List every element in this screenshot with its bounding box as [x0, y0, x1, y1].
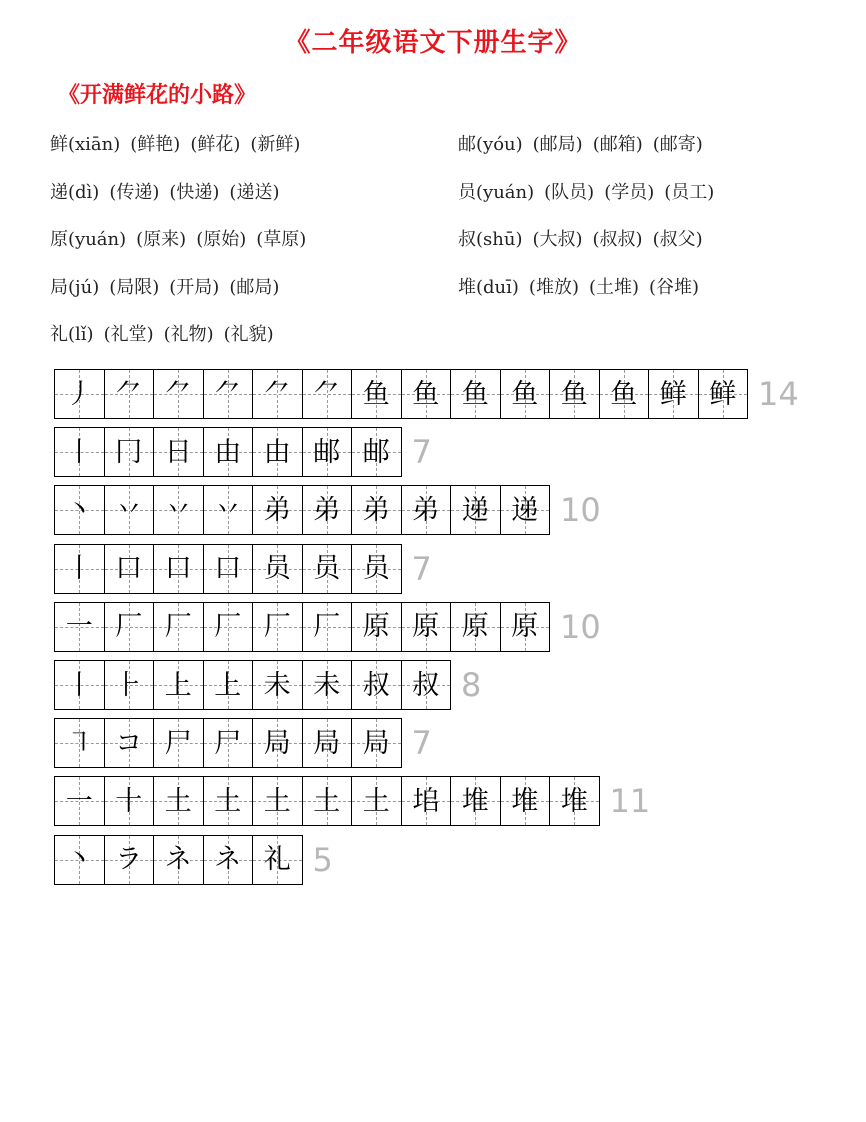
- stroke-glyph: 弟: [362, 494, 390, 526]
- vocab-word: (叔叔): [592, 229, 643, 250]
- vocab-word: (新鲜): [250, 134, 301, 155]
- stroke-glyph: 上: [214, 669, 242, 701]
- stroke-cells: [54, 427, 402, 477]
- stroke-glyph: 垖: [412, 785, 440, 817]
- vocab-char: 堆: [458, 276, 476, 298]
- stroke-glyph: 厂: [115, 611, 143, 643]
- stroke-cell: [204, 545, 254, 593]
- stroke-glyph: 口: [214, 553, 242, 585]
- stroke-cell: [352, 777, 402, 825]
- vocab-pinyin: (jú): [68, 276, 100, 298]
- vocab-word: (学员): [604, 181, 655, 203]
- stroke-cell: [501, 777, 551, 825]
- stroke-cell: [154, 603, 204, 651]
- stroke-cell: [105, 428, 155, 476]
- stroke-count: 8: [461, 666, 482, 704]
- stroke-glyph: 土: [263, 785, 291, 817]
- stroke-glyph: 原: [461, 611, 489, 643]
- stroke-glyph: 礼: [263, 844, 291, 876]
- stroke-glyph: 厂: [214, 611, 242, 643]
- stroke-cell: [204, 603, 254, 651]
- vocab-line: [50, 273, 289, 299]
- stroke-cell: [600, 370, 650, 418]
- stroke-cell: [699, 370, 749, 418]
- stroke-cells: [54, 718, 402, 768]
- stroke-count: 7: [411, 433, 432, 472]
- stroke-glyph: ⺈: [263, 378, 291, 410]
- stroke-cell: [204, 661, 254, 709]
- stroke-cell: [303, 486, 353, 534]
- stroke-glyph: 未: [263, 669, 291, 701]
- stroke-cell: [105, 836, 155, 884]
- stroke-cell: [253, 428, 303, 476]
- stroke-cell: [253, 836, 303, 884]
- stroke-cells: [54, 776, 600, 826]
- vocab-line: [50, 320, 284, 346]
- stroke-glyph: 鱼: [461, 378, 489, 410]
- vocab-word: (礼物): [163, 324, 214, 345]
- stroke-glyph: 土: [164, 785, 192, 817]
- vocab-char: 鲜: [50, 134, 68, 155]
- vocab-char: 礼: [50, 324, 68, 345]
- stroke-row: [54, 602, 601, 652]
- stroke-cell: [253, 777, 303, 825]
- vocab-word: (局限): [109, 276, 160, 298]
- stroke-row: [54, 485, 601, 535]
- stroke-cell: [154, 719, 204, 767]
- stroke-cell: [451, 603, 501, 651]
- vocab-word: (谷堆): [649, 276, 700, 298]
- vocab-word: (邮寄): [652, 134, 703, 155]
- stroke-glyph: 堆: [511, 785, 539, 817]
- stroke-row: [54, 718, 432, 768]
- vocab-word: (礼堂): [103, 324, 154, 345]
- stroke-cell: [55, 836, 105, 884]
- stroke-row: [54, 660, 481, 710]
- stroke-cell: [154, 836, 204, 884]
- stroke-glyph: ⺈: [115, 378, 143, 410]
- vocab-line: [458, 225, 713, 251]
- stroke-glyph: 上: [164, 669, 192, 701]
- stroke-cell: [501, 486, 551, 534]
- stroke-glyph: コ: [115, 727, 143, 759]
- stroke-glyph: 厂: [263, 611, 291, 643]
- vocab-pinyin: (duī): [476, 276, 519, 298]
- stroke-cell: [204, 719, 254, 767]
- stroke-cell: [352, 486, 402, 534]
- stroke-glyph: ラ: [115, 844, 143, 876]
- vocab-line: [458, 130, 713, 156]
- stroke-cell: [352, 719, 402, 767]
- stroke-cell: [253, 370, 303, 418]
- stroke-glyph: 厂: [164, 611, 192, 643]
- vocab-pinyin: (lǐ): [68, 324, 94, 345]
- stroke-cell: [55, 428, 105, 476]
- vocab-pinyin: (shū): [476, 229, 523, 250]
- stroke-glyph: 堆: [560, 785, 588, 817]
- stroke-cell: [402, 777, 452, 825]
- vocab-word: (大叔): [532, 229, 583, 250]
- stroke-glyph: 原: [362, 611, 390, 643]
- stroke-glyph: ネ: [214, 844, 242, 876]
- stroke-glyph: ⺈: [214, 378, 242, 410]
- stroke-cell: [204, 486, 254, 534]
- stroke-glyph: 叔: [362, 669, 390, 701]
- stroke-cell: [303, 370, 353, 418]
- stroke-cell: [55, 370, 105, 418]
- stroke-glyph: 丷: [115, 494, 143, 526]
- stroke-glyph: 土: [362, 785, 390, 817]
- stroke-glyph: 日: [164, 436, 192, 468]
- stroke-glyph: 鱼: [560, 378, 588, 410]
- stroke-glyph: 一: [65, 611, 93, 643]
- stroke-cells: [54, 544, 402, 594]
- stroke-cell: [55, 545, 105, 593]
- vocab-word: (递送): [229, 181, 280, 203]
- vocab-word: (鲜花): [190, 134, 241, 155]
- stroke-cell: [55, 719, 105, 767]
- vocab-word: (原来): [136, 229, 187, 250]
- stroke-cell: [253, 661, 303, 709]
- vocab-pinyin: (dì): [68, 181, 100, 203]
- stroke-count: 14: [758, 375, 799, 413]
- stroke-glyph: ㇕: [65, 727, 93, 759]
- stroke-glyph: 原: [511, 611, 539, 643]
- vocab-line: [458, 273, 709, 299]
- stroke-cell: [303, 661, 353, 709]
- stroke-row: [54, 544, 432, 594]
- vocab-char: 叔: [458, 229, 476, 250]
- vocab-char: 邮: [458, 134, 476, 155]
- vocab-word: (原始): [196, 229, 247, 250]
- stroke-cells: [54, 660, 451, 710]
- stroke-cell: [55, 603, 105, 651]
- stroke-cell: [550, 370, 600, 418]
- stroke-glyph: 由: [263, 436, 291, 468]
- vocab-word: (鲜艳): [130, 134, 181, 155]
- stroke-glyph: 员: [263, 553, 291, 585]
- stroke-glyph: 堆: [461, 785, 489, 817]
- stroke-cell: [105, 545, 155, 593]
- stroke-glyph: 鲜: [659, 378, 687, 410]
- stroke-glyph: 丷: [164, 494, 192, 526]
- stroke-cell: [352, 603, 402, 651]
- vocab-char: 局: [50, 276, 68, 298]
- stroke-cell: [55, 486, 105, 534]
- stroke-cell: [154, 777, 204, 825]
- vocab-word: (快递): [169, 181, 220, 203]
- vocab-char: 递: [50, 181, 68, 203]
- vocab-word: (开局): [169, 276, 220, 298]
- vocab-word: (员工): [664, 181, 715, 203]
- stroke-glyph: ネ: [164, 844, 192, 876]
- stroke-cell: [303, 428, 353, 476]
- stroke-cell: [154, 545, 204, 593]
- stroke-glyph: 土: [313, 785, 341, 817]
- stroke-glyph: 十: [115, 785, 143, 817]
- stroke-cell: [105, 719, 155, 767]
- stroke-cell: [501, 370, 551, 418]
- stroke-glyph: 由: [214, 436, 242, 468]
- vocab-char: 员: [458, 181, 476, 203]
- stroke-glyph: 鱼: [362, 378, 390, 410]
- stroke-row: [54, 835, 333, 885]
- page-title: 《二年级语文下册生字》: [284, 28, 582, 58]
- stroke-glyph: 员: [313, 553, 341, 585]
- stroke-glyph: 丶: [65, 844, 93, 876]
- stroke-cell: [154, 370, 204, 418]
- vocab-word: (土堆): [588, 276, 640, 298]
- stroke-count: 5: [312, 840, 333, 879]
- vocab-word: (礼貌): [223, 324, 274, 345]
- stroke-row: [54, 427, 432, 477]
- stroke-glyph: 丿: [65, 378, 93, 410]
- stroke-glyph: 厂: [313, 611, 341, 643]
- stroke-cell: [303, 719, 353, 767]
- stroke-glyph: 叔: [412, 669, 440, 701]
- stroke-cell: [154, 661, 204, 709]
- stroke-cell: [204, 370, 254, 418]
- stroke-glyph: 鲜: [709, 378, 737, 410]
- stroke-cell: [352, 661, 402, 709]
- stroke-count: 11: [609, 782, 651, 821]
- vocab-word: (草原): [256, 229, 307, 250]
- stroke-cell: [105, 370, 155, 418]
- stroke-cell: [451, 370, 501, 418]
- stroke-cell: [253, 486, 303, 534]
- stroke-glyph: 原: [412, 611, 440, 643]
- stroke-cells: [54, 485, 550, 535]
- stroke-cell: [105, 603, 155, 651]
- vocab-word: (邮局): [229, 276, 280, 298]
- stroke-glyph: 递: [461, 494, 489, 526]
- stroke-cell: [501, 603, 551, 651]
- stroke-cell: [402, 603, 452, 651]
- stroke-cell: [303, 603, 353, 651]
- stroke-glyph: 未: [313, 669, 341, 701]
- stroke-glyph: 一: [65, 785, 93, 817]
- stroke-glyph: 口: [164, 553, 192, 585]
- vocab-word: (堆放): [528, 276, 579, 298]
- vocab-word: (邮箱): [592, 134, 643, 155]
- vocab-pinyin: (yóu): [476, 134, 523, 155]
- stroke-cell: [105, 661, 155, 709]
- vocab-word: (邮局): [532, 134, 583, 155]
- stroke-cell: [352, 370, 402, 418]
- stroke-cell: [550, 777, 600, 825]
- stroke-cell: [55, 777, 105, 825]
- stroke-glyph: 局: [362, 727, 390, 759]
- stroke-glyph: 鱼: [412, 378, 440, 410]
- stroke-glyph: 局: [263, 727, 291, 759]
- vocab-line: [458, 178, 724, 204]
- stroke-glyph: 弟: [263, 494, 291, 526]
- stroke-glyph: ⺈: [164, 378, 192, 410]
- stroke-glyph: 土: [214, 785, 242, 817]
- stroke-cell: [402, 370, 452, 418]
- vocab-word: (传递): [109, 181, 160, 203]
- stroke-glyph: 丷: [214, 494, 242, 526]
- stroke-cell: [154, 486, 204, 534]
- stroke-cell: [352, 545, 402, 593]
- stroke-row: [54, 776, 650, 826]
- stroke-cell: [451, 486, 501, 534]
- stroke-glyph: 鱼: [610, 378, 638, 410]
- stroke-glyph: 丶: [65, 494, 93, 526]
- vocab-line: [50, 178, 289, 204]
- stroke-cell: [105, 777, 155, 825]
- stroke-count: 7: [411, 724, 432, 763]
- lesson-title: 《开满鲜花的小路》: [58, 83, 257, 108]
- stroke-glyph: 弟: [313, 494, 341, 526]
- stroke-cell: [649, 370, 699, 418]
- stroke-cell: [402, 486, 452, 534]
- stroke-cells: [54, 835, 303, 885]
- vocab-line: [50, 130, 310, 156]
- stroke-cell: [402, 661, 452, 709]
- stroke-cell: [105, 486, 155, 534]
- stroke-count: 7: [411, 549, 432, 588]
- vocab-pinyin: (yuán): [476, 181, 535, 203]
- stroke-glyph: 尸: [214, 727, 242, 759]
- stroke-cell: [55, 661, 105, 709]
- stroke-cell: [303, 545, 353, 593]
- vocab-char: 原: [50, 229, 68, 250]
- stroke-glyph: 递: [511, 494, 539, 526]
- stroke-glyph: 弟: [412, 494, 440, 526]
- stroke-glyph: 尸: [164, 727, 192, 759]
- stroke-cell: [204, 777, 254, 825]
- stroke-cell: [253, 719, 303, 767]
- stroke-cell: [352, 428, 402, 476]
- stroke-glyph: 邮: [313, 436, 341, 468]
- stroke-count: 10: [560, 607, 601, 646]
- vocab-word: (叔父): [652, 229, 703, 250]
- stroke-glyph: 丨: [65, 553, 93, 585]
- stroke-count: 10: [560, 491, 601, 530]
- vocab-word: (队员): [544, 181, 595, 203]
- stroke-glyph: 局: [313, 727, 341, 759]
- stroke-cell: [451, 777, 501, 825]
- stroke-glyph: ⺊: [115, 669, 143, 701]
- stroke-glyph: 冂: [115, 436, 143, 468]
- stroke-row: [54, 369, 799, 419]
- stroke-cell: [303, 777, 353, 825]
- stroke-glyph: ⺈: [313, 378, 341, 410]
- stroke-cell: [154, 428, 204, 476]
- stroke-glyph: 员: [362, 553, 390, 585]
- stroke-cell: [204, 428, 254, 476]
- vocab-pinyin: (xiān): [68, 134, 121, 155]
- stroke-glyph: 鱼: [511, 378, 539, 410]
- stroke-cell: [253, 545, 303, 593]
- stroke-glyph: 丨: [65, 436, 93, 468]
- stroke-cell: [253, 603, 303, 651]
- stroke-cells: [54, 602, 550, 652]
- stroke-glyph: 口: [115, 553, 143, 585]
- vocab-line: [50, 225, 316, 251]
- stroke-cells: [54, 369, 748, 419]
- vocab-pinyin: (yuán): [68, 229, 127, 250]
- stroke-glyph: 邮: [362, 436, 390, 468]
- stroke-cell: [204, 836, 254, 884]
- stroke-glyph: 丨: [65, 669, 93, 701]
